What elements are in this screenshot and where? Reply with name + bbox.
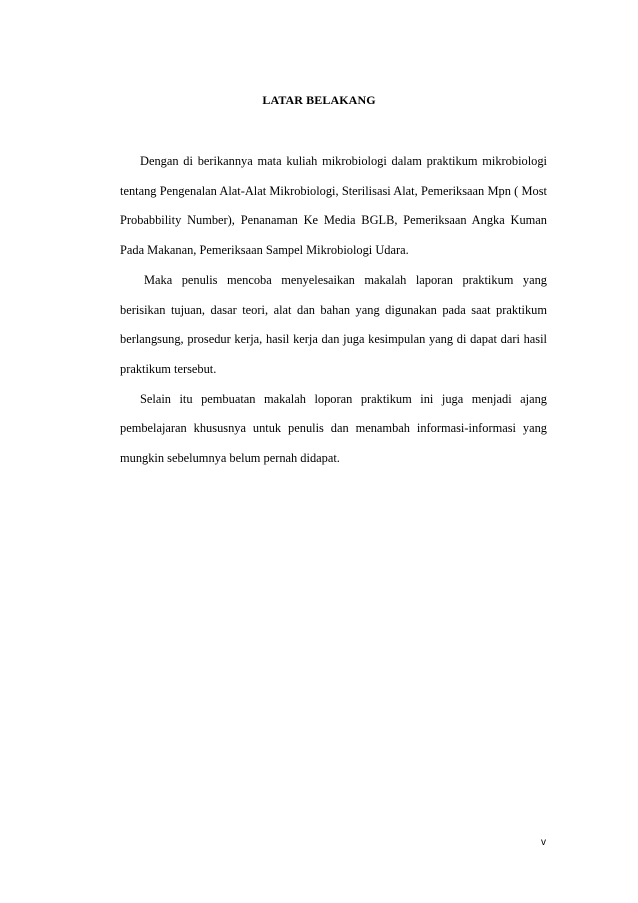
- paragraph-purpose: Maka penulis mencoba menyelesaikan makalah laporan praktikum yang berisikan tujuan, dasar teori, alat dan bahan yang digunakan pada saat praktikum berlangsung, prosedur kerja, hasil kerja dan juga kesimpulan yang di dapat dari hasil praktikum tersebut.: [120, 272, 547, 376]
- page-number: v: [541, 837, 546, 848]
- body-text: [120, 147, 547, 474]
- paragraph-background: Dengan di berikannya mata kuliah mikrobiologi dalam praktikum mikrobiologi tentang Pengenalan Alat-Alat Mikrobiologi, Sterilisasi Alat, Pemeriksaan Mpn ( Most Probabbility Number), Penanaman Ke Media BGLB, Pemeriksaan Angka Kuman Pada Makanan, Pemeriksaan Sampel Mikrobiologi Udara.: [120, 154, 547, 258]
- paragraph-benefit: Selain itu pembuatan makalah loporan praktikum ini juga menjadi ajang pembelajaran khususnya untuk penulis dan menambah informasi-informasi yang mungkin sebelumnya belum pernah didapat.: [120, 391, 547, 466]
- section-title: LATAR BELAKANG: [262, 93, 376, 107]
